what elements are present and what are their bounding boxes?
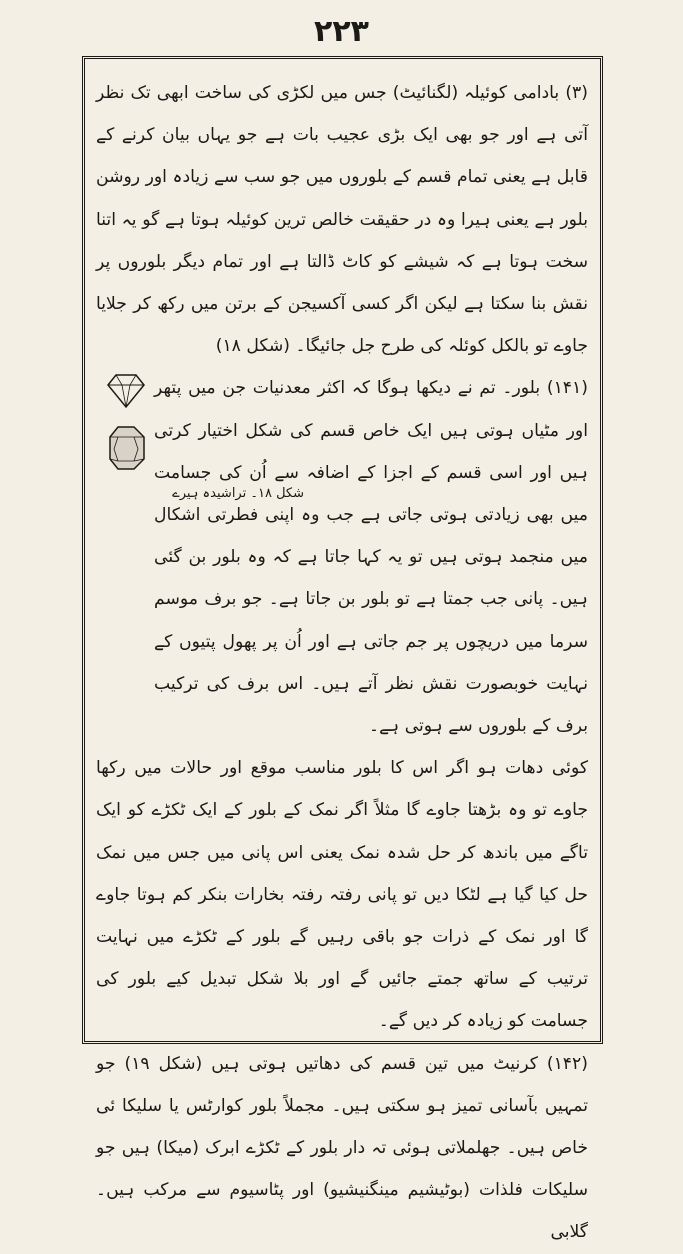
diamond-figures [100,367,152,497]
paragraph-granite: (۱۴۲) کرنیٹ میں تین قسم کی دھاتیں ہوتی ہیں (شکل ۱۹) جو تمہیں بآسانی تمیز ہو سکتی ہیں۔ مجملاً بلور کوارٹس یا سلیکا ئی خاص ہیں۔ جھلملاتی ہوئی تہ دار بلور کے ٹکڑے ابرک (میکا) ہیں جو سلیکات فلذات (بوٹیشیم مینگنیشیو) اور پٹاسیوم سے مرکب ہیں۔ گلابی [96,1053,588,1243]
cut-diamond-icon [108,375,144,407]
page-number: ۲۲۳ [314,14,369,49]
text-body [96,72,588,1243]
rough-diamond-icon [110,427,144,469]
crystal-section [96,367,588,747]
paragraph-lignite: (۳) بادامی کوئیلہ (لگنائیٹ) جس میں لکڑی کی ساخت ابھی تک نظر آتی ہے اور جو بھی ایک بڑی عجیب بات ہے جو یہاں بیان کرنے کے قابل ہے یعنی تمام قسم کے بلوروں میں جو سب سے زیادہ اور روشن بلور ہے یعنی ہیرا وہ در حقیقت خالص ترین کوئیلہ ہوتا ہے گو یہ اتنا سخت ہوتا ہے کہ شیشے کو کاٹ ڈالتا ہے اور تمام دیگر بلوروں پر نقش بنا سکتا ہے لیکن اگر کسی آکسیجن کے برتن میں رکھ کر جلایا جاوے تو بالکل کوئلہ کی طرح جل جائیگا۔ (شکل ۱۸) [96,83,588,357]
paragraph-salt: کوئی دھات ہو اگر اس کا بلور مناسب موقع اور حالات میں رکھا جاوے تو وہ بڑھتا جاوے گا مثلاً اگر نمک کے بلور کے ایک ٹکڑے کو ایک تاگے میں باندھ کر حل شدہ نمک یعنی اس پانی میں جس میں نمک حل کیا گیا ہے لٹکا دیں تو پانی رفتہ رفتہ بخارات بنکر کم ہوتا جاوے گا اور نمک کے ذرات جو باقی رہیں گے بلور کے ٹکڑے میں نہایت ترتیب کے ساتھ جمتے جائیں گے اور بلا شکل تبدیل کیے بلور کی جسامت کو زیادہ کر دیں گے۔ [96,758,588,1032]
paragraph-crystals: (۱۴۱) بلور۔ تم نے دیکھا ہوگا کہ اکثر معدنیات جن میں پتھر اور مٹیاں ہوتی ہیں ایک خاص قسم کی شکل اختیار کرتی ہیں اور اسی قسم کے اجزا کے اضافہ سے اُن کی جسامت میں بھی زیادتی ہوتی جاتی ہے جب وہ اپنی فطرتی اشکال میں منجمد ہوتی ہیں تو یہ کہا جاتا ہے کہ وہ بلور بن گئی ہیں۔ پانی جب جمتا ہے تو بلور بن جاتا ہے۔ جو برف موسم سرما میں دریچوں پر جم جاتی ہے اور اُن پر پھول پتیوں کے نہایت خوبصورت نقش نظر آتے ہیں۔ اس برف کی ترکیب برف کے بلوروں سے ہوتی ہے۔ [154,378,588,737]
figure-caption: شکل ۱۸۔ تراشیدہ ہیرے [172,486,304,501]
